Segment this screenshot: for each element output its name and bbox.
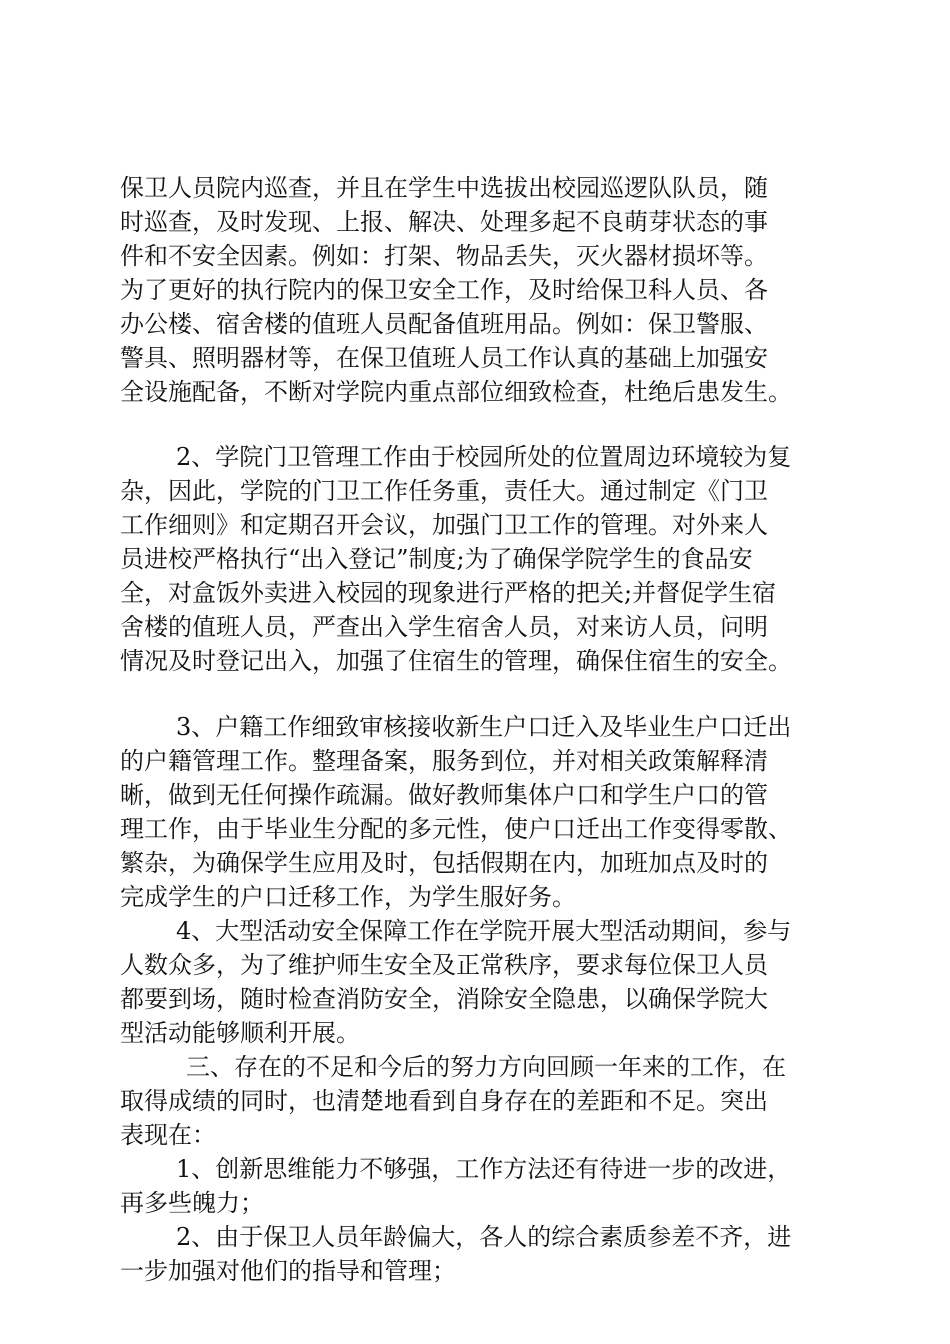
paragraph-1-line-4: 为了更好的执行院内的保卫安全工作，及时给保卫科人员、各 [120, 276, 768, 304]
paragraph-4-line-4: 型活动能够顺利开展。 [120, 1019, 360, 1047]
paragraph-1-line-5: 办公楼、宿舍楼的值班人员配备值班用品。例如：保卫警服、 [120, 310, 768, 338]
paragraph-3-line-5: 繁杂，为确保学生应用及时，包括假期在内，加班加点及时的 [120, 849, 768, 877]
paragraph-2-line-4: 员进校严格执行“出入登记”制度;为了确保学院学生的食品安 [120, 545, 753, 573]
paragraph-5-line-3: 表现在： [120, 1121, 216, 1149]
paragraph-5-line-1: 三、存在的不足和今后的努力方向回顾一年来的工作，在 [186, 1053, 786, 1081]
paragraph-3-line-1: 3、户籍工作细致审核接收新生户口迁入及毕业生户口迁出 [176, 713, 792, 741]
paragraph-7-line-2: 一步加强对他们的指导和管理； [120, 1257, 456, 1285]
paragraph-6-line-1: 1、创新思维能力不够强，工作方法还有待进一步的改进， [176, 1155, 792, 1183]
paragraph-4-line-1: 4、大型活动安全保障工作在学院开展大型活动期间，参与 [176, 917, 792, 945]
paragraph-7-line-1: 2、由于保卫人员年龄偏大，各人的综合素质参差不齐，进 [176, 1223, 792, 1251]
paragraph-1-line-7: 全设施配备，不断对学院内重点部位细致检查，杜绝后患发生。 [120, 378, 792, 406]
paragraph-1-line-1: 保卫人员院内巡查，并且在学生中选拔出校园巡逻队队员，随 [120, 174, 768, 202]
paragraph-1-line-2: 时巡查，及时发现、上报、解决、处理多起不良萌芽状态的事 [120, 208, 768, 236]
paragraph-2-line-7: 情况及时登记出入，加强了住宿生的管理，确保住宿生的安全。 [120, 647, 792, 675]
paragraph-1-line-6: 警具、照明器材等，在保卫值班人员工作认真的基础上加强安 [120, 344, 768, 372]
paragraph-3-line-3: 晰，做到无任何操作疏漏。做好教师集体户口和学生户口的管 [120, 781, 768, 809]
paragraph-2-line-3: 工作细则》和定期召开会议，加强门卫工作的管理。对外来人 [120, 511, 768, 539]
paragraph-3-line-4: 理工作，由于毕业生分配的多元性，使户口迁出工作变得零散、 [120, 815, 792, 843]
paragraph-1-line-3: 件和不安全因素。例如：打架、物品丢失，灭火器材损坏等。 [120, 242, 768, 270]
paragraph-5-line-2: 取得成绩的同时，也清楚地看到自身存在的差距和不足。突出 [120, 1087, 768, 1115]
paragraph-2-line-5: 全，对盒饭外卖进入校园的现象进行严格的把关;并督促学生宿 [120, 579, 777, 607]
paragraph-3-line-6: 完成学生的户口迁移工作，为学生服好务。 [120, 883, 576, 911]
paragraph-6-line-2: 再多些魄力； [120, 1189, 264, 1217]
paragraph-3-line-2: 的户籍管理工作。整理备案，服务到位，并对相关政策解释清 [120, 747, 768, 775]
paragraph-4-line-2: 人数众多，为了维护师生安全及正常秩序，要求每位保卫人员 [120, 951, 768, 979]
paragraph-2-line-1: 2、学院门卫管理工作由于校园所处的位置周边环境较为复 [176, 443, 792, 471]
paragraph-4-line-3: 都要到场，随时检查消防安全，消除安全隐患，以确保学院大 [120, 985, 768, 1013]
paragraph-2-line-2: 杂，因此，学院的门卫工作任务重，责任大。通过制定《门卫 [120, 477, 768, 505]
paragraph-2-line-6: 舍楼的值班人员，严查出入学生宿舍人员，对来访人员，问明 [120, 613, 768, 641]
